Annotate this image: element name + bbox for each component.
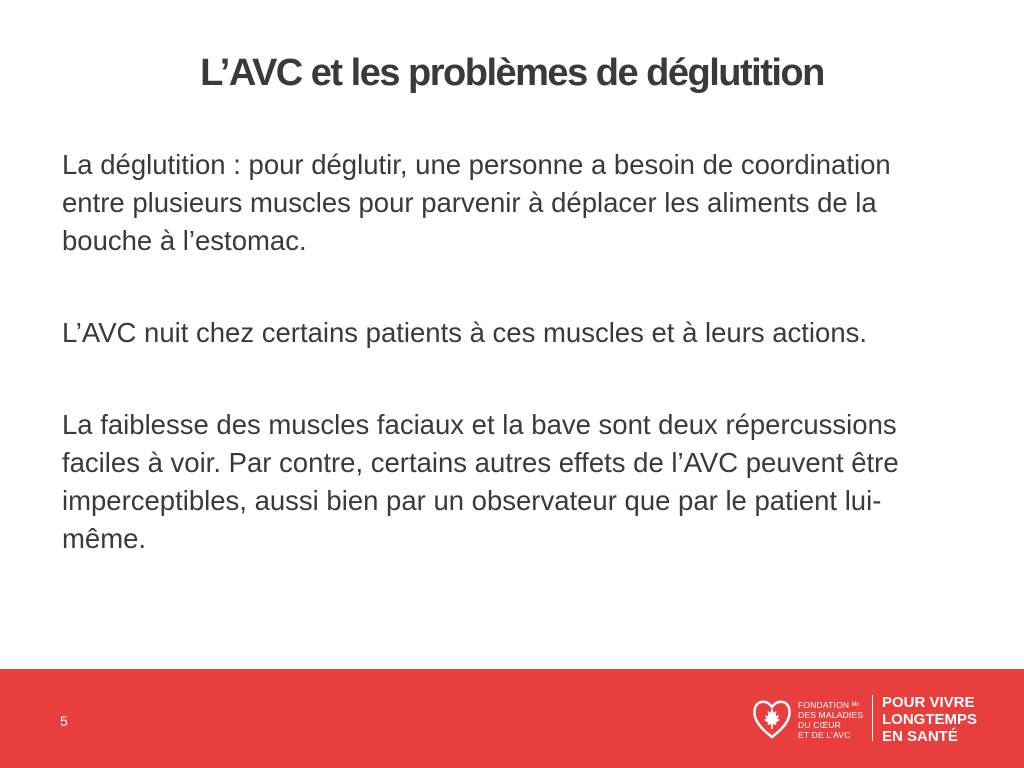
tagline-line: POUR VIVRE — [882, 694, 975, 711]
paragraph-visible-effects: La faiblesse des muscles faciaux et la bave sont deux répercussions faciles à voir. Par contre, certains autres effets de l’AVC peuvent être imperceptibles, aussi bien par un observateur que par le patient lui-même. — [62, 409, 899, 554]
logo-divider — [872, 695, 873, 741]
foundation-line: FONDATION ᴹᶜ — [798, 700, 860, 710]
footer-band — [0, 669, 1024, 768]
paragraph-stroke-effect: L’AVC nuit chez certains patients à ces muscles et à leurs actions. — [62, 317, 868, 348]
paragraph-swallowing-definition: La déglutition : pour déglutir, une personne a besoin de coordination entre plusieurs muscles pour parvenir à déplacer les aliments de la bouche à l’estomac. — [62, 149, 891, 256]
tagline-line: LONGTEMPS — [882, 711, 978, 728]
foundation-line: ET DE L’AVC — [798, 730, 851, 740]
slide-title: L’AVC et les problèmes de déglutition — [200, 52, 824, 94]
foundation-name — [798, 700, 863, 740]
page-number: 5 — [60, 713, 68, 729]
foundation-line: DES MALADIES — [798, 710, 864, 720]
logo-tagline — [882, 694, 977, 745]
heart-maple-leaf-icon — [752, 697, 792, 739]
tagline-line: EN SANTÉ — [882, 728, 958, 745]
slide-body — [62, 146, 942, 612]
foundation-line: DU CŒUR — [798, 720, 841, 730]
foundation-logo — [752, 693, 1002, 745]
